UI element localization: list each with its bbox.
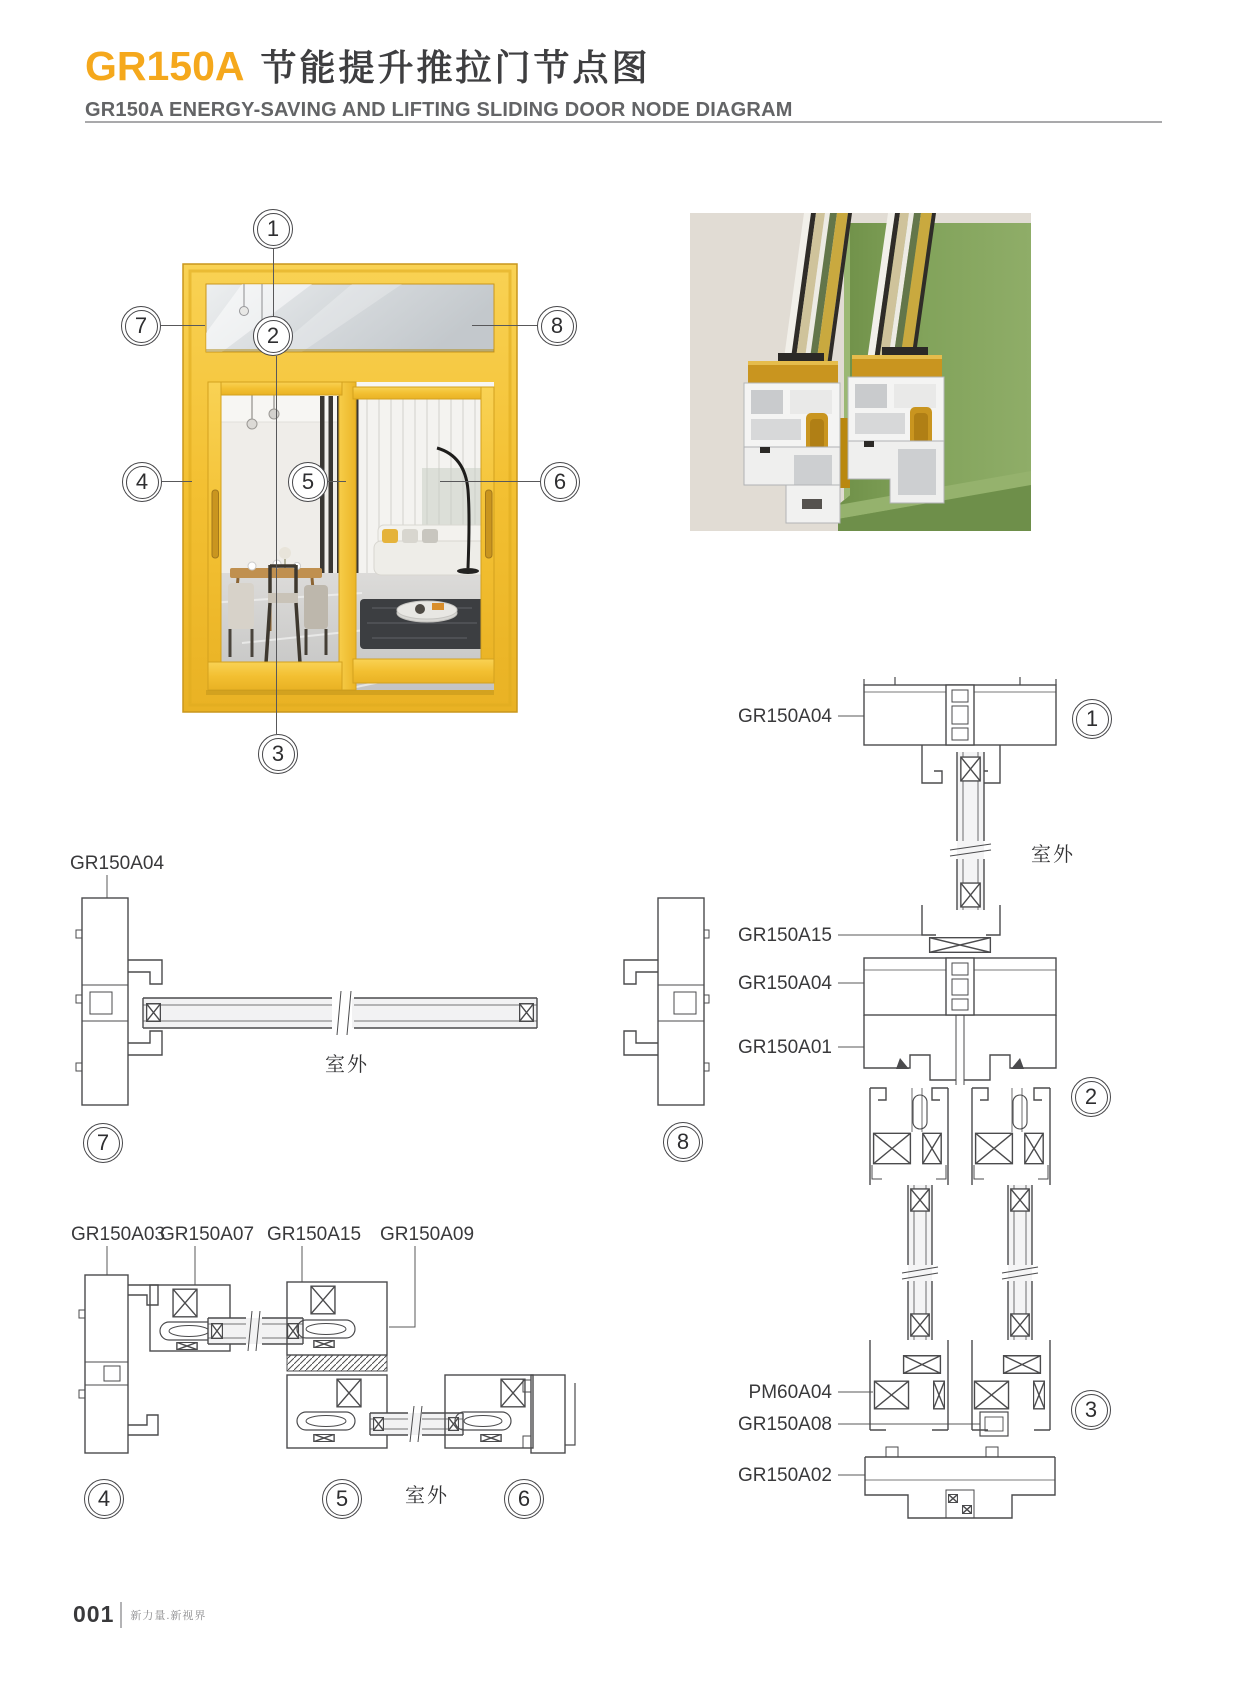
- part-label: GR150A03: [71, 1224, 166, 1245]
- section-jambs-drawing: [60, 835, 710, 1170]
- footer-tagline: 新力量.新视界: [130, 1609, 207, 1622]
- door-callout-8: [537, 306, 577, 346]
- door-callout-1: [253, 209, 293, 249]
- door-transom-glass: [206, 284, 494, 352]
- callout-number: 6: [553, 469, 567, 494]
- door-callout-7: [121, 306, 161, 346]
- header-title-cn: 节能提升推拉门节点图: [260, 47, 651, 88]
- leader-4: [162, 481, 192, 482]
- leader-8: [472, 325, 537, 326]
- section-callout-5: [322, 1479, 362, 1519]
- door-meeting-stile: [339, 382, 356, 690]
- part-label: GR150A02: [737, 1465, 832, 1486]
- header-model: GR150A: [85, 43, 245, 89]
- part-label: GR150A15: [267, 1224, 362, 1245]
- callout-number: 2: [1084, 1084, 1098, 1109]
- section-callout-4: [84, 1479, 124, 1519]
- section-callout-7: [83, 1123, 123, 1163]
- callout-number: 8: [676, 1129, 690, 1154]
- header-subtitle: GR150A ENERGY-SAVING AND LIFTING SLIDING DOOR NODE DIAGRAM: [85, 99, 793, 121]
- leader-1-2: [273, 249, 274, 316]
- footer-divider: [120, 1602, 122, 1628]
- door-handle-right: [486, 490, 493, 558]
- part-label: GR150A09: [380, 1224, 475, 1245]
- callout-number: 1: [1085, 706, 1099, 731]
- outdoor-label: 室外: [405, 1485, 449, 1507]
- page-header: [85, 40, 1175, 122]
- vertical-section-geometry: [864, 677, 1056, 1518]
- part-label: GR150A07: [160, 1224, 255, 1245]
- callout-number: 8: [550, 313, 564, 338]
- part-label: GR150A04: [70, 853, 165, 874]
- door-callout-2: [253, 316, 293, 356]
- door-handle-left: [212, 490, 219, 558]
- part-label: GR150A04: [737, 706, 832, 727]
- section-callout-2: [1071, 1077, 1111, 1117]
- outdoor-label: 室外: [1031, 844, 1075, 866]
- callout-number: 1: [266, 216, 280, 241]
- interlock-section-geometry: [79, 1275, 575, 1453]
- leader-2-3: [276, 356, 277, 734]
- callout-number: 5: [335, 1486, 349, 1511]
- callout-number: 6: [517, 1486, 531, 1511]
- callout-number: 4: [97, 1486, 111, 1511]
- callout-number: 4: [135, 469, 149, 494]
- callout-number: 3: [271, 741, 285, 766]
- door-callout-5: [288, 462, 328, 502]
- leader-7: [161, 325, 205, 326]
- part-label: GR150A15: [737, 925, 832, 946]
- page-footer: [73, 1601, 206, 1628]
- section-callout-3: [1071, 1390, 1111, 1430]
- label-leaders: [107, 1246, 415, 1327]
- callout-number: 5: [301, 469, 315, 494]
- jamb-section-geometry: [76, 898, 709, 1105]
- page-number: 001: [73, 1601, 115, 1627]
- leader-6: [440, 481, 540, 482]
- part-label: PM60A04: [748, 1382, 832, 1403]
- callout-number: 7: [96, 1130, 110, 1155]
- sliding-door-illustration: [182, 263, 518, 713]
- section-vertical-drawing: [690, 640, 1190, 1535]
- door-callout-4: [122, 462, 162, 502]
- part-label: GR150A04: [737, 973, 832, 994]
- door-callout-6: [540, 462, 580, 502]
- header-rule: [85, 121, 1162, 123]
- door-callout-3: [258, 734, 298, 774]
- profile-3d-render: [690, 213, 1031, 531]
- section-interlock-drawing: [60, 1190, 710, 1520]
- part-label: GR150A08: [737, 1414, 832, 1435]
- callout-number: 3: [1084, 1397, 1098, 1422]
- part-label: GR150A01: [737, 1037, 832, 1058]
- outdoor-label: 室外: [325, 1054, 369, 1076]
- callout-number: 7: [134, 313, 148, 338]
- section-callout-1: [1072, 699, 1112, 739]
- section-callout-6: [504, 1479, 544, 1519]
- callout-number: 2: [266, 323, 280, 348]
- leader-5: [328, 481, 346, 482]
